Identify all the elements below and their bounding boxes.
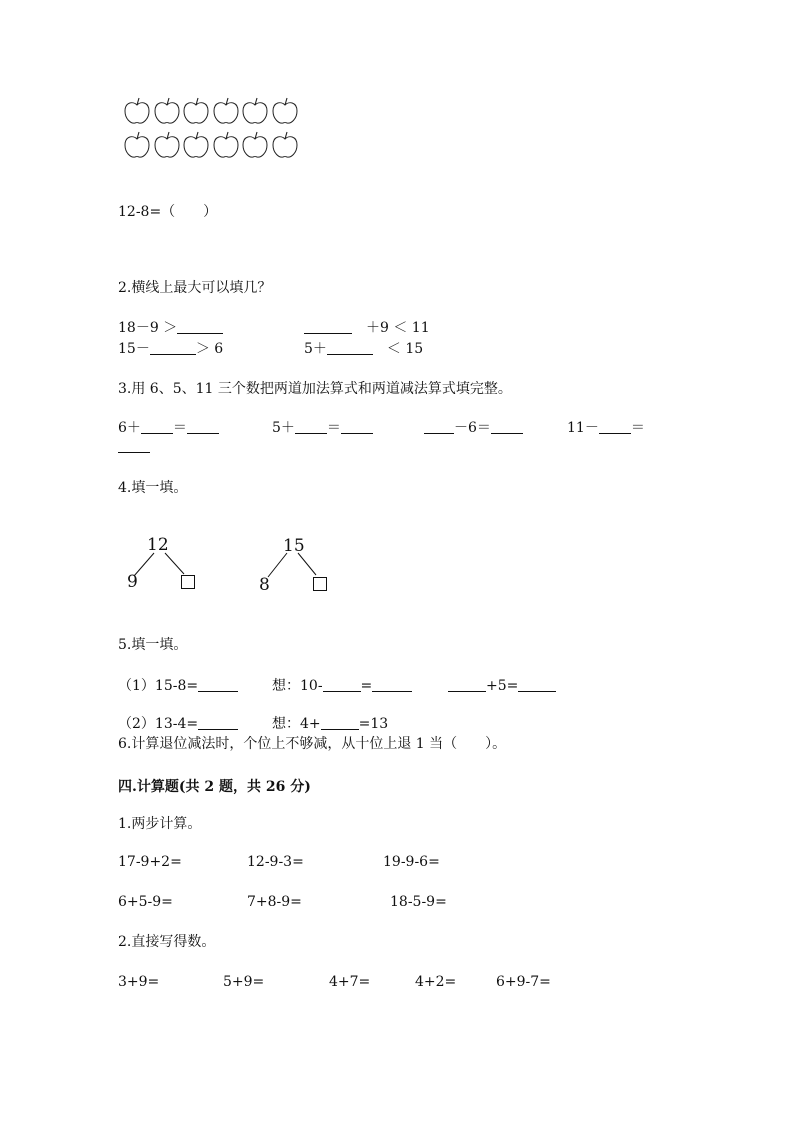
c1-r1-q1: 17-9+2= xyxy=(118,854,182,870)
c2-q4: 4+2= xyxy=(415,974,457,990)
q3-e2a: 5＋ xyxy=(272,420,295,436)
q2-r2a-pre: 15－ xyxy=(118,341,150,357)
bond1-top: 12 xyxy=(147,535,169,555)
q2-r2b-pre: 5＋ xyxy=(304,341,327,357)
c2-q3: 4+7= xyxy=(329,974,371,990)
q5-line2 xyxy=(118,715,238,733)
answer-blank[interactable] xyxy=(327,340,373,355)
q2-row2-left xyxy=(118,340,223,358)
c1-r1-q3: 19-9-6= xyxy=(383,854,440,870)
apple-icon xyxy=(211,130,241,160)
q3-e2b: ＝ xyxy=(326,420,341,436)
apple-icon xyxy=(240,96,270,126)
answer-blank[interactable] xyxy=(198,715,238,730)
answer-blank[interactable] xyxy=(187,419,219,434)
answer-blank[interactable] xyxy=(491,419,523,434)
bond1-left: 9 xyxy=(127,572,138,592)
q3-eq2 xyxy=(272,419,373,437)
q4-title: 4.填一填。 xyxy=(118,480,188,496)
answer-blank[interactable] xyxy=(177,319,223,334)
apple-icon xyxy=(122,130,152,160)
answer-blank[interactable] xyxy=(323,677,361,692)
q5-line1-think xyxy=(272,677,412,695)
q2-r2a-post: ＞ 6 xyxy=(195,341,224,357)
answer-blank[interactable] xyxy=(198,677,238,692)
q3-eq3 xyxy=(424,419,523,437)
answer-blank[interactable] xyxy=(141,419,173,434)
c2-title: 2.直接写得数。 xyxy=(118,934,216,950)
c2-q5: 6+9-7= xyxy=(496,974,551,990)
q3-e1a: 6＋ xyxy=(118,420,141,436)
apple-icon xyxy=(240,130,270,160)
apple-icon xyxy=(152,130,182,160)
q6-text: 6.计算退位减法时，个位上不够减，从十位上退 1 当（ ）。 xyxy=(118,736,507,752)
bond2-left: 8 xyxy=(259,575,270,595)
answer-blank[interactable] xyxy=(448,677,486,692)
q3-eq4 xyxy=(567,419,645,437)
apple-icon xyxy=(181,96,211,126)
q2-title: 2.横线上最大可以填几？ xyxy=(118,280,272,296)
q5-l1b: 想：10- xyxy=(272,678,323,694)
q5-l2b: 想：4+ xyxy=(272,716,321,732)
answer-blank[interactable] xyxy=(599,419,631,434)
q3-e1b: ＝ xyxy=(172,420,187,436)
c1-r2-q2: 7+8-9= xyxy=(247,894,302,910)
answer-blank[interactable] xyxy=(518,677,556,692)
section4-title: 四.计算题(共 2 题，共 26 分) xyxy=(118,779,311,795)
apple-icon xyxy=(211,96,241,126)
c1-title: 1.两步计算。 xyxy=(118,816,202,832)
apple-icon xyxy=(270,130,300,160)
q1-equation: 12-8=（ ） xyxy=(118,204,218,220)
apple-icon xyxy=(122,96,152,126)
q5-l1d: +5= xyxy=(486,678,519,694)
answer-blank[interactable] xyxy=(424,419,454,434)
q2-r2b-post: ＜ 15 xyxy=(386,341,424,357)
answer-blank[interactable] xyxy=(304,319,352,334)
bond1-answer-box[interactable] xyxy=(181,575,195,589)
answer-blank[interactable] xyxy=(321,715,359,730)
q5-l2a: （2）13-4= xyxy=(118,716,199,732)
q3-title: 3.用 6、5、11 三个数把两道加法算式和两道减法算式填完整。 xyxy=(118,381,512,397)
answer-blank[interactable] xyxy=(118,438,150,453)
q2-row2-right xyxy=(304,340,423,358)
q5-line1-add xyxy=(448,677,556,695)
q2-row1-right xyxy=(304,319,430,337)
q5-l1c: = xyxy=(360,678,373,694)
q3-e4b: ＝ xyxy=(630,420,645,436)
q5-l2c: =13 xyxy=(358,716,389,732)
c1-r1-q2: 12-9-3= xyxy=(247,854,304,870)
answer-blank[interactable] xyxy=(341,419,373,434)
q5-line1 xyxy=(118,677,238,695)
q3-e4a: 11－ xyxy=(567,420,599,436)
c2-q1: 3+9= xyxy=(118,974,160,990)
answer-blank[interactable] xyxy=(150,340,196,355)
c1-r2-q1: 6+5-9= xyxy=(118,894,173,910)
q5-l1a: （1）15-8= xyxy=(118,678,199,694)
apple-icon xyxy=(270,96,300,126)
apple-icon xyxy=(152,96,182,126)
bond2-answer-box[interactable] xyxy=(313,577,327,591)
answer-blank[interactable] xyxy=(372,677,412,692)
q3-e3: －6＝ xyxy=(454,420,491,436)
q2-r1b: ＋9 ＜ 11 xyxy=(352,320,430,336)
q5-line2-think xyxy=(272,715,388,733)
q2-row1-left xyxy=(118,319,223,337)
bond2-top: 15 xyxy=(283,536,305,556)
c1-r2-q3: 18-5-9= xyxy=(390,894,447,910)
q2-r1a: 18－9 ＞ xyxy=(118,320,178,336)
q5-title: 5.填一填。 xyxy=(118,637,188,653)
q3-eq1 xyxy=(118,419,219,437)
c2-q2: 5+9= xyxy=(223,974,265,990)
answer-blank[interactable] xyxy=(295,419,327,434)
apple-icon xyxy=(181,130,211,160)
